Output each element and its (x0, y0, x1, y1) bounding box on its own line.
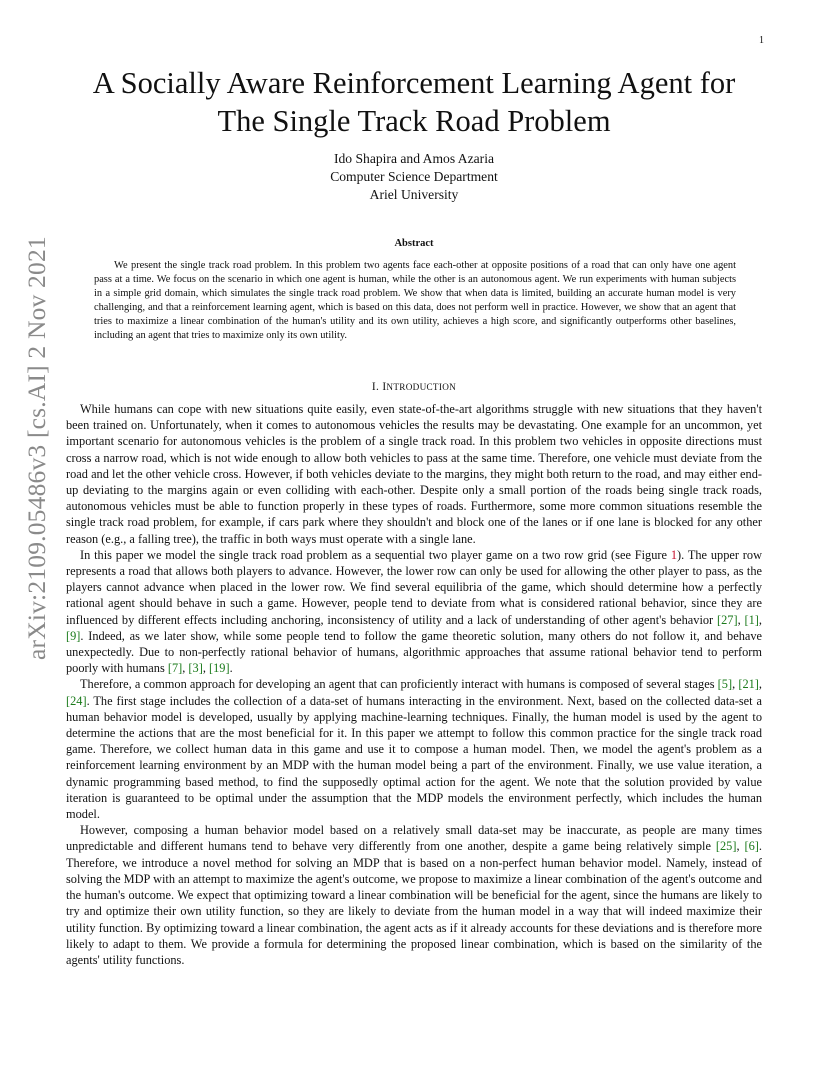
citation-link-1[interactable]: [1] (744, 612, 759, 627)
paragraph-3-text-a: Therefore, a common approach for developing an agent that can proficiently interact with humans is composed of several stages (80, 677, 718, 692)
paragraph-2-text-a: In this paper we model the single track road problem as a sequential two player game on a two row grid (see Figure (80, 547, 671, 562)
citation-link-9[interactable]: [9] (66, 628, 81, 643)
paragraph-3-text-b: . The first stage includes the collection of a data-set of humans interacting in the environment. Next, based on the collected data-set a human behavior model is developed, usually by applying machine-learning techniques. Finally, the human model is used by the agent to determine the actions that are the most beneficial for it. In this paper we attempt to follow this common practice for the single track road game. Therefore, we collect human data in this game and use it to compose a human model. Then, we model the agent's problem as a reinforcement learning environment by an MDP with the human model being a part of the environment. Finally, we use value iteration, a dynamic programming based method, to find the supposedly optimal action for the agent. We note that the solution provided by value iteration is guaranteed to be optimal under the assumption that the MDP models the environment perfectly, which includes the human model. (66, 693, 762, 822)
figure-link-1[interactable]: 1 (670, 547, 677, 562)
paragraph-4-text-a: However, composing a human behavior model based on a relatively small data-set may be inaccurate, as people are many times unpredictable and different humans tend to behave very differently from one another, despite a game being relatively simple (66, 823, 762, 854)
citation-link-21[interactable]: [21] (738, 677, 759, 692)
arxiv-identifier-stamp: arXiv:2109.05486v3 [cs.AI] 2 Nov 2021 (22, 236, 51, 660)
citation-link-25[interactable]: [25] (715, 839, 737, 854)
paragraph-2-text-c: . Indeed, as we later show, while some people tend to follow the game theoretic solution, many others do not follow it, and behave unexpectedly. Due to non-perfectly rational behavior of humans, algorithmic approaches that assume rational behavior tend to perform poorly with humans (66, 628, 762, 676)
citation-link-3[interactable]: [3] (188, 661, 203, 676)
paragraph-1: While humans can cope with new situations quite easily, even state-of-the-art algorithms struggle with new situations that they haven't been trained on. Unfortunately, when it comes to autonomous vehicles the results may be devastating. One example for an uncommon, yet important scenario for autonomous vehicles is the problem of a single track road. In this problem two vehicles in opposite directions must cross a narrow road, which is not wide enough to allow both vehicles to pass at the same time. Therefore, one vehicle must deviate from the road and let the other vehicle cross. However, if both vehicles deviate to the margins, they might both return to the road, and may either end-up deviating to the margins again or even colliding with each-other. Despite only a small portion of the roads being single track roads, autonomous vehicles must be able to function properly in these types of roads. Furthermore, some more common situations resemble the single track road problem, for example, if cars park where they shouldn't and block one of the lanes or if one lane is blocked for any other reason (e.g., a falling tree), the traffic in both ways must operate with a single lane. (66, 402, 762, 546)
section-title-initial: I (382, 381, 387, 393)
abstract-text: We present the single track road problem. In this problem two agents face each-other at opposite positions of a road that can only have one agent pass at a time. We focus on the scenario in which one agent is human, while the other is an autonomous agent. We run experiments with human subjects in a simple grid domain, which simulates the single track road problem. We show that when data is limited, building an accurate human model is very challenging, and that a reinforcement learning agent, which is based on this data, does not perform well in practice. However, we show that an agent that tries to maximize a linear combination of the human's utility and its own utility, achieves a high score, and significantly outperforms other baselines, including an agent that tries to maximize only its own utility. (94, 260, 736, 342)
paragraph-3: Therefore, a common approach for developing an agent that can proficiently interact with humans is composed of several stages [5], [21], [24]. The first stage includes the collection of a data-set of humans interacting in the environment. Next, based on the collected data-set a human behavior model is developed, usually by applying machine-learning techniques. Finally, the human model is used by the agent to determine the actions that are the most beneficial for it. In this paper we attempt to follow this common practice for the single track road game. Therefore, we collect human data in this game and use it to compose a human model. Then, we model the agent's problem as a reinforcement learning environment by an MDP with the human model being a part of the environment. Finally, we use value iteration, a dynamic programming based method, to find the supposedly optimal action for the agent. We note that the solution provided by value iteration is guaranteed to be optimal under the assumption that the MDP models the environment perfectly, which includes the human model. (66, 677, 763, 822)
abstract-body (94, 259, 736, 344)
citation-link-7[interactable]: [7] (167, 661, 183, 676)
abstract-heading: Abstract (394, 238, 434, 249)
author-department: Computer Science Department (330, 169, 498, 184)
paragraph-4-text-b: . Therefore, we introduce a novel method for solving an MDP that is based on a non-perfect human behavior model. Namely, instead of solving the MDP with an attempt to maximize the agent's outcome, we propose to maximize a linear combination of the agent's outcome and the human's outcome. We expect that optimizing toward a linear combination will be beneficial for the agent, since the humans are likely to try and optimize their own utility function, so they are likely to deviate from the human model in a way that will indeed maximize their utility function. By optimizing toward a linear combination, the agent acts as if it already accounts for these deviations and is therefore more likely to adapt to them. We provide a formula for determining the proposed linear combination, which is based on the similarity of the agents' utility functions. (66, 839, 762, 967)
citation-link-5[interactable]: [5] (717, 677, 733, 692)
paragraph-2: In this paper we model the single track road problem as a sequential two player game on a two row grid (see Figure 1). The upper row represents a road that allows both players to advance. However, the lower row can only be used for allowing the other player to pass, as the players cannot advance when placed in the lower row. We find several equilibria of the game, which should determine how a perfectly rational agent should behave in such a game. However, people tend to deviate from what is considered rational behavior, since they are influenced by different effects including anchoring, inconsistency of utility and a lack of understanding of other agent's behavior [27], [1], [9]. Indeed, as we later show, while some people tend to follow the game theoretic solution, many others do not follow it, and behave unexpectedly. Due to non-perfectly rational behavior of humans, algorithmic approaches that assume rational behavior tend to perform poorly with humans [7], [3], [19]. (66, 547, 763, 676)
section-title-rest: NTRODUCTION (386, 382, 457, 392)
citation-link-6[interactable]: [6] (744, 839, 759, 854)
section-numeral: I. (371, 381, 380, 393)
author-names: Ido Shapira and Amos Azaria (333, 151, 495, 166)
citation-link-27[interactable]: [27] (717, 612, 738, 627)
author-institution: Ariel University (369, 187, 459, 202)
paragraph-2-text-b: ). The upper row represents a road that allows both players to advance. However, the lower row can only be used for allowing the other player to pass, as the players cannot advance when placed in the lower row. We find several equilibria of the game, which should determine how a perfectly rational agent should behave in such a game. However, people tend to deviate from what is considered rational behavior, since they are influenced by different effects including anchoring, inconsistency of utility and a lack of understanding of other agent's behavior (66, 547, 762, 627)
citation-link-19[interactable]: [19] (209, 661, 230, 676)
page-number: 1 (759, 35, 764, 46)
introduction-body (66, 401, 762, 968)
paper-title: A Socially Aware Reinforcement Learning Agent for The Single Track Road Problem (92, 66, 736, 138)
author-block (214, 150, 614, 204)
paragraph-4: However, composing a human behavior model based on a relatively small data-set may be inaccurate, as people are many times unpredictable and different humans tend to behave very differently from one another, despite a game being relatively simple [25], [6]. Therefore, we introduce a novel method for solving an MDP that is based on a non-perfect human behavior model. Namely, instead of solving the MDP with an attempt to maximize the agent's outcome, we propose to maximize a linear combination of the agent's outcome and the human's outcome. We expect that optimizing toward a linear combination will be beneficial for the agent, since the humans are likely to try and optimize their own utility function, so they are likely to deviate from the human model in a way that will indeed maximize their utility function. By optimizing toward a linear combination, the agent acts as if it already accounts for these deviations and is therefore more likely to adapt to them. We provide a formula for determining the proposed linear combination, which is based on the similarity of the agents' utility functions. (66, 823, 762, 967)
citation-link-24[interactable]: [24] (66, 693, 87, 708)
section-heading-introduction (214, 381, 614, 393)
